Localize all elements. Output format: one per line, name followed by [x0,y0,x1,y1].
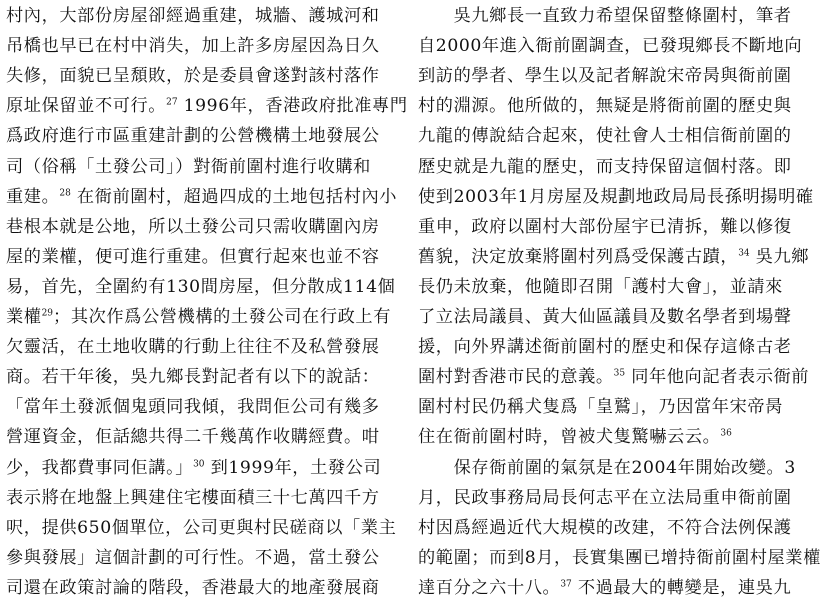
line-text: 爲政府進行市區重建計劃的公營機構土地發展公 [6,126,380,147]
line-text: 吊橋也早已在村中消失，加上許多房屋因為日久 [6,36,380,57]
line-text-continued: 吳九鄉 [749,246,810,267]
text-line [6,578,384,612]
text-line [418,246,810,281]
line-text: 圍村對香港市民的意義。 [418,367,614,388]
line-text: 重建。 [6,186,60,207]
line-text: 少，我都費事同佢講。」 [6,457,194,478]
text-line [418,518,790,552]
line-text: 「當年土發派個鬼頭同我傾，我問佢公司有幾多 [6,397,380,418]
line-text-continued: ；其次作爲公營機構的土發公司在行政上有 [53,307,391,327]
line-text-continued: 到1999年，土發公司 [204,457,382,478]
text-line [6,458,384,492]
text-line [6,397,384,431]
text-line [6,488,384,522]
text-line [418,337,790,371]
text-line [6,337,384,371]
footnote-marker: 36 [720,428,732,439]
text-line [418,397,790,431]
line-text: 商。若干年後，吳九鄉長對記者有以下的說話： [6,367,380,388]
line-text: 易，首先，全圍約有130間房屋，但分散成114個 [6,276,396,297]
line-text: 歷史就是九龍的歷史，而支持保留這個村落。即 [418,156,792,177]
line-text: 參與發展」這個計劃的可行性。不過，當土發公 [6,547,380,568]
footnote-marker: 35 [613,368,626,379]
text-line [418,488,790,522]
text-line [418,6,790,40]
text-line [418,96,790,130]
text-line [6,6,384,40]
line-text: 屋的業權，便可進行重建。但實行起來也並不容 [6,246,380,267]
text-line [418,157,790,191]
line-text: 業權 [6,307,42,327]
line-text: 到訪的學者、學生以及記者解說宋帝昺與衙前圍 [418,66,792,87]
text-line [6,186,398,221]
line-text: 圍村村民仍稱犬隻爲「皇鷲」，乃因當年宋帝昺 [418,397,783,418]
text-line [418,427,790,461]
line-text: 司（俗稱「土發公司」）對衙前圍村進行收購和 [6,156,371,177]
line-text: 長仍未放棄，他隨即召開「護村大會」，並請來 [418,276,783,297]
text-line [6,427,384,461]
text-line [418,307,790,341]
line-text-continued: 1996年，香港政府批准專門 [177,96,408,117]
line-text: 原址保留並不可行。 [6,96,167,117]
line-text: 保存衙前圍的氣氛是在2004年開始改變。3 [418,457,796,478]
line-text: 自2000年進入衙前圍調查，已發現鄉長不斷地向 [418,36,803,57]
text-line [6,96,408,130]
text-line [6,276,396,311]
line-text: 月，民政事務局局長何志平在立法局重申衙前圍 [418,487,792,508]
line-text: 援，向外界講述衙前圍村的歷史和保存這條古老 [418,337,792,358]
footnote-marker: 29 [41,308,54,319]
text-line [6,548,384,582]
line-text: 住在衙前圍村時，曾被犬隻驚嚇云云。 [418,427,721,448]
text-line [418,126,790,160]
text-line [418,186,814,221]
text-line [6,126,384,160]
text-line [6,157,384,191]
text-line [418,578,790,612]
text-line [418,547,821,582]
text-line [418,277,790,311]
line-text: 巷根本就是公地，所以土發公司只需收購圍內房 [6,216,380,237]
line-text: 九龍的傳說結合起來，使社會人士相信衙前圍的 [418,126,792,147]
text-line [418,36,803,70]
line-text: 使到2003年1月房屋及規劃地政局局長孫明揚明確 [418,186,814,207]
footnote-marker: 27 [166,97,178,108]
footnote-marker: 37 [560,579,572,590]
line-text-continued: 在衙前圍村，超過四成的土地包括村內小 [70,186,398,207]
line-text: 失修，面貌已呈頹敗，於是委員會遂對該村落作 [6,66,380,87]
text-line [418,217,790,251]
line-text: 表示將在地盤上興建住宅樓面積三十七萬四千方 [6,487,380,508]
text-line [6,307,391,341]
line-text: 重申，政府以圍村大部份屋宇已清拆，難以修復 [418,216,792,237]
line-text: 營運資金，佢話總共得二千幾萬作收購經費。咁 [6,427,380,448]
text-line [6,36,384,70]
footnote-marker: 30 [193,458,205,469]
line-text: 村的淵源。他所做的，無疑是將衙前圍的歷史與 [418,96,792,117]
line-text: 的範圍；而到8月，長實集團已增持衙前圍村屋業權 [418,547,821,568]
line-text: 村因爲經過近代大規模的改建，不符合法例保護 [418,517,792,538]
line-text-continued: 不過最大的轉變是，連吳九 [571,577,792,598]
line-text-continued: 同年他向記者表示衙前 [625,367,810,388]
line-text: 達百分之六十八。 [418,577,561,598]
footnote-marker: 34 [738,248,750,259]
text-line [418,457,796,492]
text-line [6,517,397,552]
line-text: 村內，大部份房屋卻經過重建，城牆、護城河和 [6,6,380,26]
line-text: 呎，提供650個單位，公司更與村民磋商以「業主 [6,517,397,538]
line-text: 司還在政策討論的階段，香港最大的地產發展商 [6,577,380,598]
text-line [6,247,384,281]
line-text: 了立法局議員、黃大仙區議員及數名學者到場聲 [418,307,792,327]
footnote-marker: 28 [59,187,71,198]
line-text: 舊貌，決定放棄將圍村列爲受保護古蹟， [418,246,739,267]
line-text: 欠靈活，在土地收購的行動上往往不及私營發展 [6,337,380,358]
text-line [6,217,384,251]
line-text: 吳九鄉長一直致力希望保留整條圍村，筆者 [418,6,792,26]
